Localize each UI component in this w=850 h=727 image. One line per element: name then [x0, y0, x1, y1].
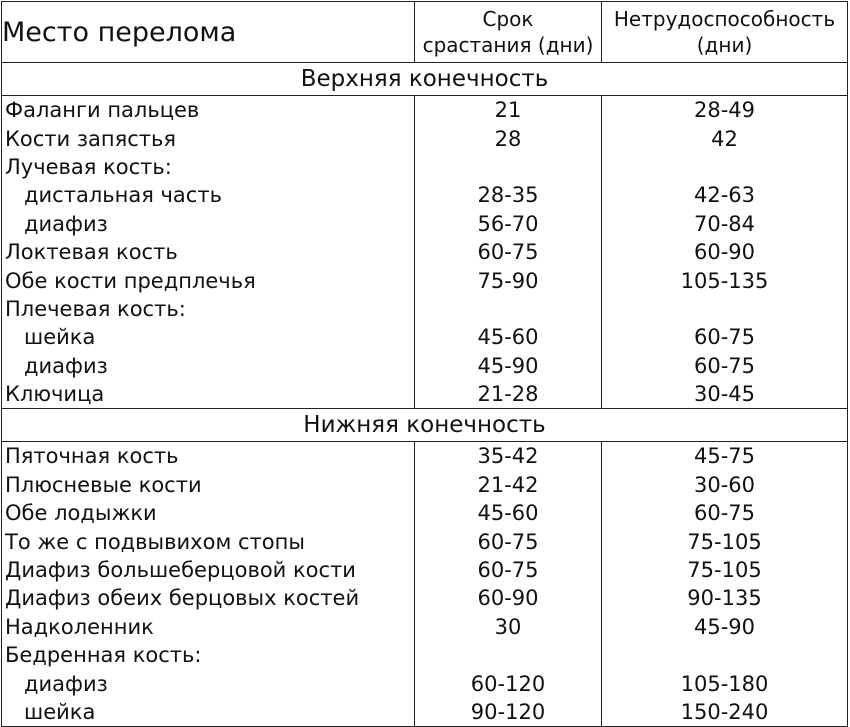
fracture-site-cell: Обе лодыжки: [2, 499, 415, 527]
disability-days-cell: 60-75: [602, 323, 848, 351]
table-row: [2, 96, 848, 125]
table-row: [2, 669, 848, 697]
disability-days-cell: 150-240: [602, 698, 848, 727]
healing-days-cell: [415, 295, 602, 323]
disability-days-cell: 105-180: [602, 669, 848, 697]
table-header: [2, 2, 848, 63]
table-row: [2, 613, 848, 641]
healing-days-cell: 45-60: [415, 499, 602, 527]
table-row: [2, 499, 848, 527]
fracture-site-cell: То же с подвывихом стопы: [2, 527, 415, 555]
table-row: [2, 641, 848, 669]
healing-days-cell: 30: [415, 613, 602, 641]
disability-days-cell: 60-75: [602, 499, 848, 527]
fracture-site-cell: Ключица: [2, 380, 415, 409]
table-row: [2, 210, 848, 238]
section-title: Верхняя конечность: [2, 63, 848, 96]
fracture-site-cell: Обе кости предплечья: [2, 266, 415, 294]
header-healing-line1: Срок: [482, 7, 534, 31]
table-row: [2, 556, 848, 584]
healing-days-cell: 21-42: [415, 471, 602, 499]
disability-days-cell: 45-90: [602, 613, 848, 641]
section-title: Нижняя конечность: [2, 409, 848, 442]
fracture-site-cell: Лучевая кость:: [2, 153, 415, 181]
healing-days-cell: 21-28: [415, 380, 602, 409]
healing-days-cell: [415, 641, 602, 669]
disability-days-cell: 28-49: [602, 96, 848, 125]
disability-days-cell: 42-63: [602, 181, 848, 209]
fracture-site-cell: Локтевая кость: [2, 238, 415, 266]
table-row: [2, 698, 848, 727]
healing-days-cell: 60-90: [415, 584, 602, 612]
healing-days-cell: 60-75: [415, 238, 602, 266]
table-row: [2, 124, 848, 152]
disability-days-cell: [602, 153, 848, 181]
healing-days-cell: 56-70: [415, 210, 602, 238]
header-disability: [602, 2, 848, 63]
disability-days-cell: [602, 295, 848, 323]
header-disability-line2: (дни): [696, 33, 753, 57]
disability-days-cell: 90-135: [602, 584, 848, 612]
fracture-site-cell: шейка: [2, 323, 415, 351]
healing-days-cell: 35-42: [415, 442, 602, 471]
disability-days-cell: 60-90: [602, 238, 848, 266]
disability-days-cell: 30-45: [602, 380, 848, 409]
section-row: [2, 63, 848, 96]
table-row: [2, 471, 848, 499]
table-row: [2, 181, 848, 209]
healing-days-cell: [415, 153, 602, 181]
fracture-site-cell: Плюсневые кости: [2, 471, 415, 499]
healing-days-cell: 90-120: [415, 698, 602, 727]
healing-days-cell: 28-35: [415, 181, 602, 209]
header-healing-line2: срастания (дни): [422, 33, 594, 57]
healing-days-cell: 60-75: [415, 527, 602, 555]
fracture-site-cell: диафиз: [2, 669, 415, 697]
fracture-site-cell: шейка: [2, 698, 415, 727]
header-place: Место перелома: [2, 2, 415, 63]
table-row: [2, 295, 848, 323]
table-row: [2, 584, 848, 612]
table-row: [2, 266, 848, 294]
header-healing: [415, 2, 602, 63]
healing-days-cell: 45-90: [415, 352, 602, 380]
disability-days-cell: 75-105: [602, 556, 848, 584]
fracture-site-cell: Плечевая кость:: [2, 295, 415, 323]
disability-days-cell: 30-60: [602, 471, 848, 499]
table-row: [2, 153, 848, 181]
fracture-site-cell: дистальная часть: [2, 181, 415, 209]
fracture-site-cell: Надколенник: [2, 613, 415, 641]
fracture-site-cell: Диафиз обеих берцовых костей: [2, 584, 415, 612]
healing-days-cell: 60-75: [415, 556, 602, 584]
fracture-site-cell: Кости запястья: [2, 124, 415, 152]
disability-days-cell: 60-75: [602, 352, 848, 380]
disability-days-cell: 42: [602, 124, 848, 152]
disability-days-cell: [602, 641, 848, 669]
disability-days-cell: 45-75: [602, 442, 848, 471]
fracture-site-cell: Бедренная кость:: [2, 641, 415, 669]
table-row: [2, 527, 848, 555]
healing-days-cell: 75-90: [415, 266, 602, 294]
fracture-site-cell: Диафиз большеберцовой кости: [2, 556, 415, 584]
healing-days-cell: 45-60: [415, 323, 602, 351]
section-row: [2, 409, 848, 442]
healing-days-cell: 21: [415, 96, 602, 125]
table-row: [2, 323, 848, 351]
fracture-healing-table: [1, 1, 848, 727]
fracture-site-cell: Пяточная кость: [2, 442, 415, 471]
table-row: [2, 352, 848, 380]
healing-days-cell: 28: [415, 124, 602, 152]
header-disability-line1: Нетрудоспособность: [613, 7, 836, 31]
table-row: [2, 380, 848, 409]
table-row: [2, 238, 848, 266]
disability-days-cell: 70-84: [602, 210, 848, 238]
fracture-site-cell: Фаланги пальцев: [2, 96, 415, 125]
table-body: [2, 63, 848, 727]
table-row: [2, 442, 848, 471]
healing-days-cell: 60-120: [415, 669, 602, 697]
fracture-site-cell: диафиз: [2, 210, 415, 238]
disability-days-cell: 75-105: [602, 527, 848, 555]
disability-days-cell: 105-135: [602, 266, 848, 294]
fracture-site-cell: диафиз: [2, 352, 415, 380]
header-row: [2, 2, 848, 63]
